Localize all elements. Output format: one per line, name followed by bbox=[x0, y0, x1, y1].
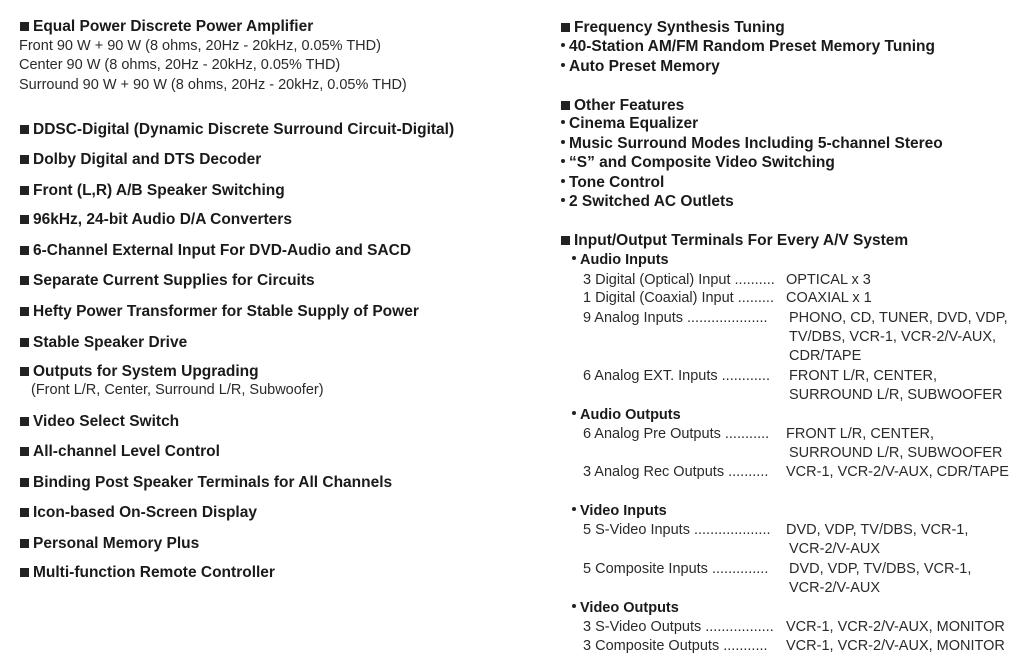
io-label: 5 Composite Inputs .............. bbox=[583, 561, 769, 577]
round-bullet-icon bbox=[561, 179, 565, 183]
feature-memory-plus: Personal Memory Plus bbox=[20, 535, 199, 553]
io-value: VCR-1, VCR-2/V-AUX, MONITOR bbox=[786, 619, 1005, 635]
round-bullet-icon bbox=[561, 159, 565, 163]
square-bullet-icon bbox=[20, 478, 29, 487]
square-bullet-icon bbox=[20, 215, 29, 224]
io-value: SURROUND L/R, SUBWOOFER bbox=[789, 445, 1003, 461]
io-value: VCR-1, VCR-2/V-AUX, MONITOR bbox=[786, 638, 1005, 654]
square-bullet-icon bbox=[561, 101, 570, 110]
square-bullet-icon bbox=[20, 539, 29, 548]
feature-remote: Multi-function Remote Controller bbox=[20, 564, 275, 582]
amp-heading: Equal Power Discrete Power Amplifier bbox=[20, 18, 313, 36]
io-value: COAXIAL x 1 bbox=[786, 290, 872, 306]
square-bullet-icon bbox=[561, 23, 570, 32]
io-label: 5 S-Video Inputs ................... bbox=[583, 522, 771, 538]
other-item: Music Surround Modes Including 5-channel Stereo bbox=[561, 135, 943, 153]
square-bullet-icon bbox=[20, 186, 29, 195]
io-label: 3 Digital (Optical) Input .......... bbox=[583, 272, 775, 288]
other-item: Cinema Equalizer bbox=[561, 115, 698, 133]
square-bullet-icon bbox=[20, 155, 29, 164]
io-label: 3 Analog Rec Outputs .......... bbox=[583, 464, 769, 480]
amp-spec-front: Front 90 W + 90 W (8 ohms, 20Hz - 20kHz, 0.05% THD) bbox=[19, 38, 381, 54]
io-value: OPTICAL x 3 bbox=[786, 272, 871, 288]
video-inputs-heading: Video Inputs bbox=[572, 503, 667, 519]
io-label: 6 Analog Pre Outputs ........... bbox=[583, 426, 770, 442]
square-bullet-icon bbox=[20, 447, 29, 456]
io-value: DVD, VDP, TV/DBS, VCR-1, bbox=[789, 561, 972, 577]
io-value: TV/DBS, VCR-1, VCR-2/V-AUX, bbox=[789, 329, 997, 345]
feature-upgrade-outputs: Outputs for System Upgrading bbox=[20, 363, 259, 381]
square-bullet-icon bbox=[20, 338, 29, 347]
feature-current-supplies: Separate Current Supplies for Circuits bbox=[20, 272, 315, 290]
other-item: “S” and Composite Video Switching bbox=[561, 154, 835, 172]
round-bullet-icon bbox=[572, 411, 576, 415]
square-bullet-icon bbox=[561, 236, 570, 245]
feature-level-control: All-channel Level Control bbox=[20, 443, 220, 461]
io-value: CDR/TAPE bbox=[789, 348, 862, 364]
other-item: 2 Switched AC Outlets bbox=[561, 193, 734, 211]
round-bullet-icon bbox=[572, 604, 576, 608]
square-bullet-icon bbox=[20, 367, 29, 376]
feature-ddsc: DDSC-Digital (Dynamic Discrete Surround Circuit-Digital) bbox=[20, 121, 454, 139]
square-bullet-icon bbox=[20, 568, 29, 577]
round-bullet-icon bbox=[561, 140, 565, 144]
io-label: 1 Digital (Coaxial) Input ......... bbox=[583, 290, 774, 306]
feature-ab-switching: Front (L,R) A/B Speaker Switching bbox=[20, 182, 285, 200]
round-bullet-icon bbox=[561, 63, 565, 67]
feature-osd: Icon-based On-Screen Display bbox=[20, 504, 257, 522]
upgrade-outputs-note: (Front L/R, Center, Surround L/R, Subwoofer) bbox=[31, 382, 324, 398]
feature-decoder: Dolby Digital and DTS Decoder bbox=[20, 151, 261, 169]
audio-inputs-heading: Audio Inputs bbox=[572, 252, 669, 268]
square-bullet-icon bbox=[20, 22, 29, 31]
square-bullet-icon bbox=[20, 307, 29, 316]
io-value: VCR-2/V-AUX bbox=[789, 580, 881, 596]
other-item: Tone Control bbox=[561, 174, 664, 192]
feature-dac: 96kHz, 24-bit Audio D/A Converters bbox=[20, 211, 292, 229]
io-heading: Input/Output Terminals For Every A/V System bbox=[561, 232, 908, 250]
io-value: VCR-1, VCR-2/V-AUX, CDR/TAPE bbox=[786, 464, 1009, 480]
io-value: PHONO, CD, TUNER, DVD, VDP, bbox=[789, 310, 1008, 326]
io-value: VCR-2/V-AUX bbox=[789, 541, 881, 557]
round-bullet-icon bbox=[561, 43, 565, 47]
amp-spec-surround: Surround 90 W + 90 W (8 ohms, 20Hz - 20kHz, 0.05% THD) bbox=[19, 77, 407, 93]
feature-video-select: Video Select Switch bbox=[20, 413, 179, 431]
tuning-heading: Frequency Synthesis Tuning bbox=[561, 19, 785, 37]
io-value: FRONT L/R, CENTER, bbox=[786, 426, 934, 442]
square-bullet-icon bbox=[20, 276, 29, 285]
amp-spec-center: Center 90 W (8 ohms, 20Hz - 20kHz, 0.05% THD) bbox=[19, 57, 341, 73]
square-bullet-icon bbox=[20, 508, 29, 517]
square-bullet-icon bbox=[20, 417, 29, 426]
io-label: 3 Composite Outputs ........... bbox=[583, 638, 768, 654]
feature-speaker-drive: Stable Speaker Drive bbox=[20, 334, 187, 352]
io-value: SURROUND L/R, SUBWOOFER bbox=[789, 387, 1003, 403]
io-label: 6 Analog EXT. Inputs ............ bbox=[583, 368, 770, 384]
round-bullet-icon bbox=[572, 256, 576, 260]
video-outputs-heading: Video Outputs bbox=[572, 600, 679, 616]
square-bullet-icon bbox=[20, 246, 29, 255]
tuning-item-preset: 40-Station AM/FM Random Preset Memory Tuning bbox=[561, 38, 935, 56]
io-label: 3 S-Video Outputs ................. bbox=[583, 619, 774, 635]
feature-ext-input: 6-Channel External Input For DVD-Audio and SACD bbox=[20, 242, 411, 260]
io-label: 9 Analog Inputs .................... bbox=[583, 310, 768, 326]
io-value: FRONT L/R, CENTER, bbox=[789, 368, 937, 384]
tuning-item-auto: Auto Preset Memory bbox=[561, 58, 720, 76]
round-bullet-icon bbox=[572, 507, 576, 511]
round-bullet-icon bbox=[561, 198, 565, 202]
feature-transformer: Hefty Power Transformer for Stable Supply of Power bbox=[20, 303, 419, 321]
round-bullet-icon bbox=[561, 120, 565, 124]
io-value: DVD, VDP, TV/DBS, VCR-1, bbox=[786, 522, 969, 538]
square-bullet-icon bbox=[20, 125, 29, 134]
audio-outputs-heading: Audio Outputs bbox=[572, 407, 681, 423]
feature-binding-posts: Binding Post Speaker Terminals for All Channels bbox=[20, 474, 392, 492]
other-heading: Other Features bbox=[561, 97, 684, 115]
